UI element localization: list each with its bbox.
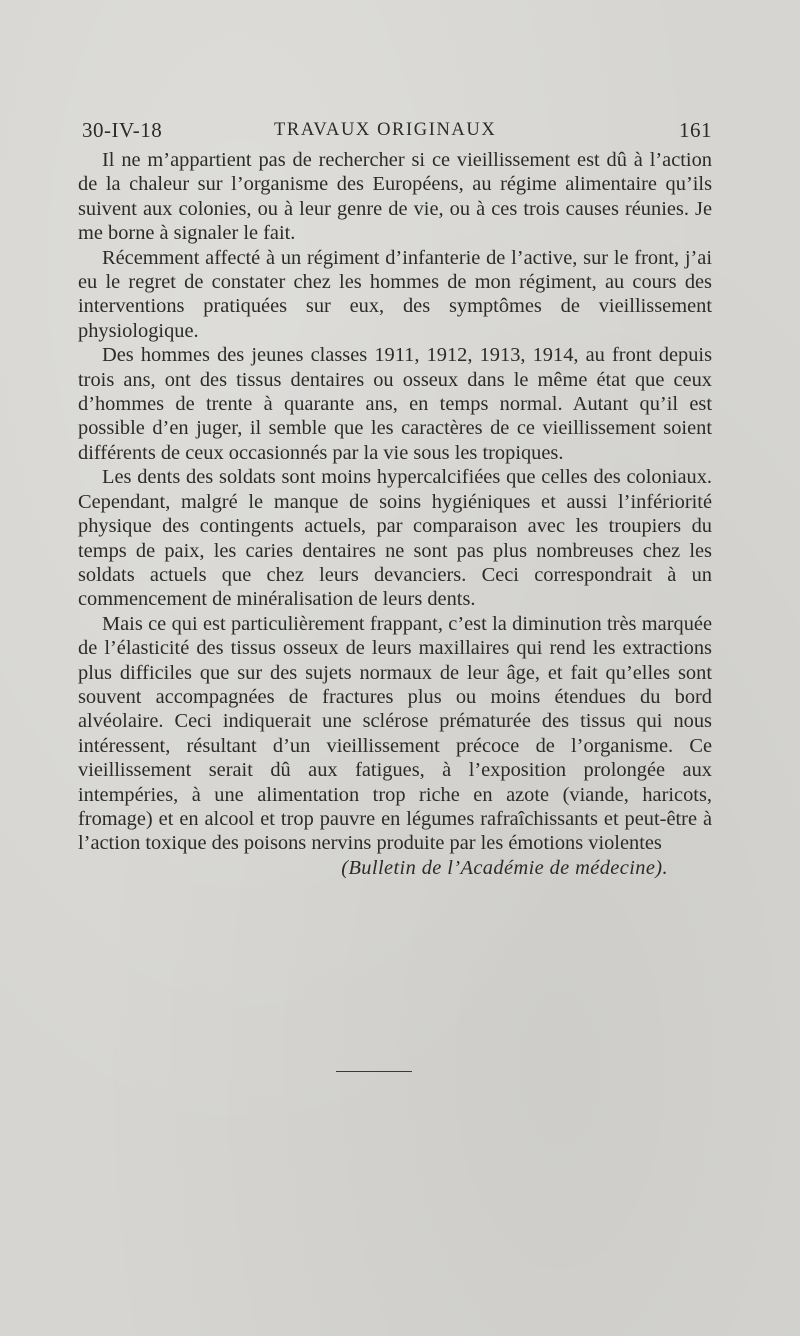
paragraph: Les dents des soldats sont moins hypercalcifiées que celles des coloniaux. Cependant, malgré le manque de soins hygiéniques et aussi l’infériorité physique des contingents actuels, par comparaison avec les troupiers du temps de paix, les caries dentaires ne sont pas plus nombreuses chez les soldats actuels que chez leurs devanciers. Ceci correspondrait à un commencement de minéralisation de leurs dents. (78, 466, 712, 611)
section-title: TRAVAUX ORIGINAUX (274, 120, 497, 140)
page-number: 161 (679, 118, 712, 142)
paragraph: Mais ce qui est particulièrement frappant, c’est la diminution très marquée de l’élasticité des tissus osseux de leurs maxillaires qui rend les extractions plus difficiles que sur des sujets normaux de leur âge, et fait qu’elles sont souvent accompagnées de fractures plus ou moins étendues du bord alvéolaire. Ceci indiquerait une sclérose prématurée des tissus qui nous intéressent, résultant d’un vieillissement précoce de l’organisme. Ce vieillissement serait dû aux fatigues, à l’exposition prolongée aux intempéries, à une alimentation trop riche en azote (viande, haricots, fromage) et en alcool et trop pauvre en légumes rafraîchissants et peut-être à l’action toxique des poisons nervins produite par les émotions violentes (78, 612, 712, 855)
closing-rule (336, 1071, 412, 1072)
citation: (Bulletin de l’Académie de médecine). (341, 856, 668, 879)
issue-date: 30-IV-18 (82, 118, 163, 142)
article-body (78, 148, 712, 856)
page (78, 112, 712, 880)
paragraph: Récemment affecté à un régiment d’infanterie de l’active, sur le front, j’ai eu le regret de constater chez les hommes de mon régiment, au cours des interventions pratiquées sur eux, des symptômes de vieillissement physiologique. (78, 246, 712, 342)
paragraph: Des hommes des jeunes classes 1911, 1912, 1913, 1914, au front depuis trois ans, ont des tissus dentaires ou osseux dans le même état que ceux d’hommes de trente à quarante ans, en temps normal. Autant qu’il est possible d’en juger, il semble que les caractères de ce vieillissement soient différents de ceux occasionnés par la vie sous les tropiques. (78, 344, 712, 464)
running-head (78, 112, 712, 148)
paragraph: Il ne m’appartient pas de rechercher si ce vieillissement est dû à l’action de la chaleur sur l’organisme des Européens, au régime alimentaire qu’ils suivent aux colonies, ou à leur genre de vie, ou à ces trois causes réunies. Je me borne à signaler le fait. (78, 149, 712, 245)
